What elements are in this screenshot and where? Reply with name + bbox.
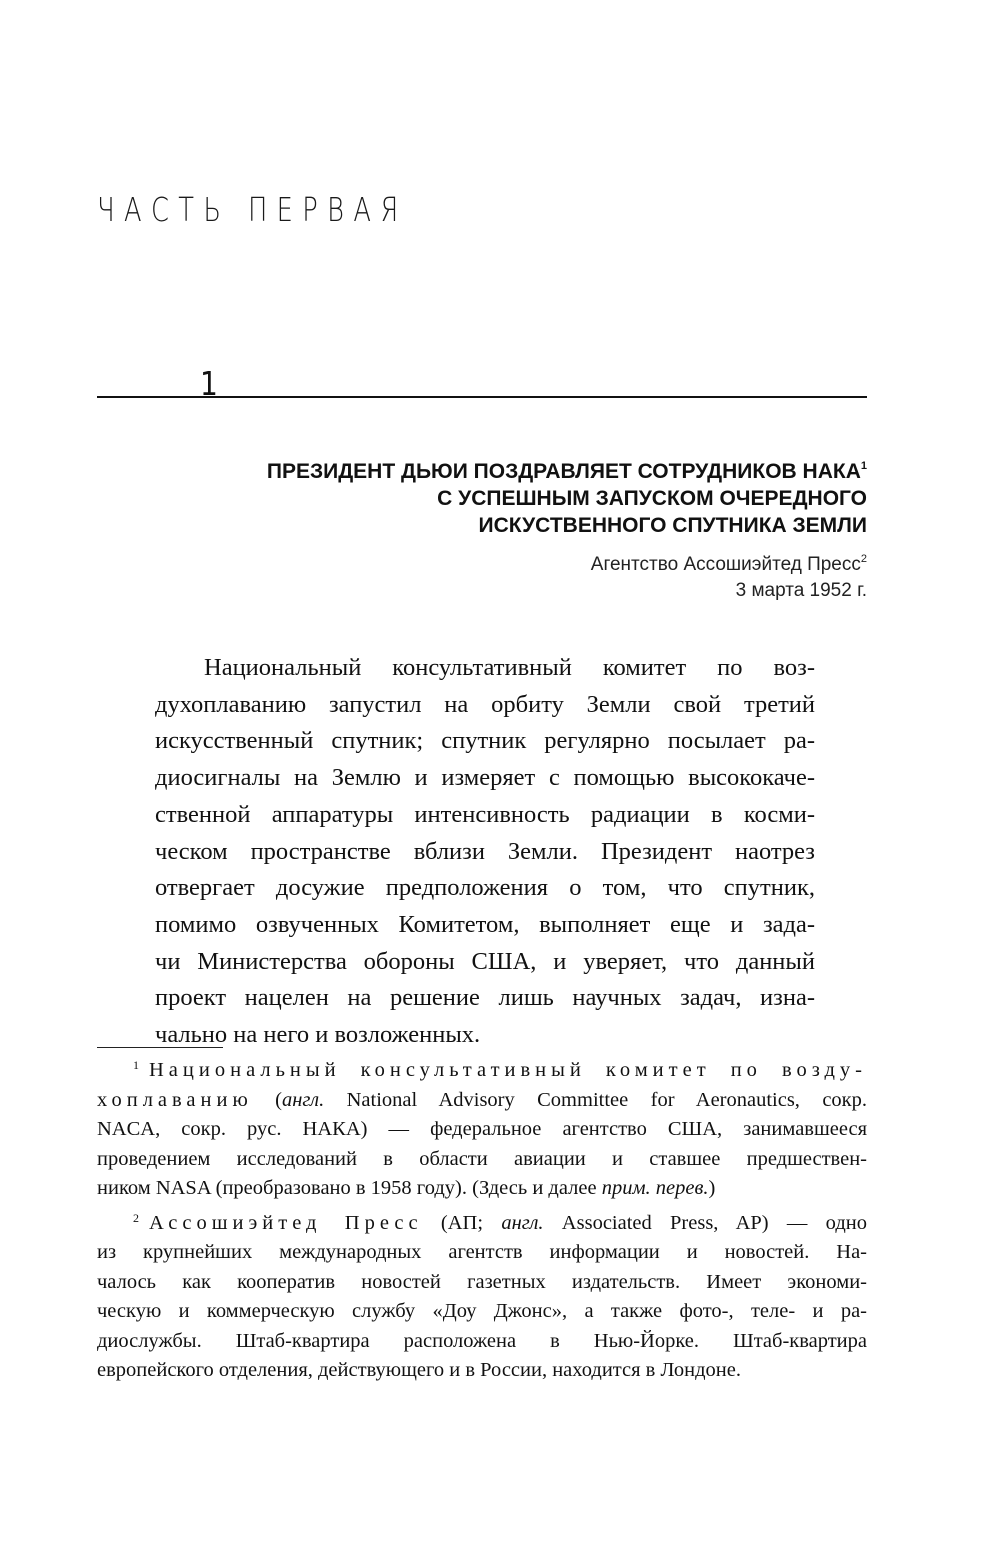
body-line: ческом пространстве вблизи Земли. Президент наотрез (155, 837, 815, 865)
footnote-separator (97, 1047, 223, 1048)
body-line: отвергает досужие предположения о том, что спутник, (155, 874, 815, 902)
footnote-1: $^1$ Национальный консультативный комитет по возду- хоплаванию (англ. National Advisory Committee for Aeronautics, сокр. NACA, сокр. рус. НАКА) — федеральное агентство США, занимавшееся проведением исследований в области авиации и ставшее предшествен- ником NASA (преобразовано в 1958 году). (Здесь и далее прим. перев.) (97, 1058, 867, 1199)
body-line: диосигналы на Землю и измеряет с помощью высококаче- (155, 764, 815, 792)
footnote-2: $^2$ Ассошиэйтед Пресс (АП; англ. Associated Press, AP) — одно из крупнейших международных агентств информации и новостей. На- чалось как кооператив новостей газетных издательств. Имеет экономи- ческую и коммерческую службу «Доу Джонс», а также фото-, теле- и ра- диослужбы. Штаб-квартира расположена в Нью-Йорке. Штаб-квартира европейского отделения, действующего и в России, находится в Лондоне. (97, 1210, 867, 1381)
body-line: проект нацелен на решение лишь научных задач, изна- (155, 984, 815, 1012)
headline-line-1: ПРЕЗИДЕНТ ДЬЮИ ПОЗДРАВЛЯЕТ СОТРУДНИКОВ НАКА$^1$ (266, 460, 867, 483)
headline-line-2: С УСПЕШНЫМ ЗАПУСКОМ ОЧЕРЕДНОГО (437, 487, 867, 510)
headline-line-3: ИСКУСТВЕННОГО СПУТНИКА ЗЕМЛИ (478, 514, 867, 537)
article-source (267, 552, 867, 604)
footnote-ref-2: 2 (860, 553, 867, 565)
body-line: чи Министерства обороны США, и уверяет, что данный (155, 947, 815, 975)
article-body (155, 650, 815, 1054)
body-line: искусственный спутник; спутник регулярно посылает ра- (155, 727, 815, 755)
body-line: ственной аппаратуры интенсивность радиации в косми- (155, 800, 815, 828)
body-line: чально на него и возложенных. (155, 1021, 481, 1049)
source-date: 3 марта 1952 г. (735, 580, 867, 601)
source-agency: Агентство Ассошиэйтед Пресс$^2$ (590, 553, 867, 575)
footnotes (97, 1056, 867, 1391)
part-title: ЧАСТЬ ПЕРВАЯ (97, 190, 408, 229)
chapter-number: 1 (200, 364, 218, 403)
footnote-mark: 1 (133, 1058, 139, 1072)
footnote-ref-1: 1 (860, 460, 867, 472)
body-line: Национальный консультативный комитет по воз- (204, 654, 815, 681)
body-line: помимо озвученных Комитетом, выполняет еще и зада- (155, 910, 815, 938)
footnote-mark: 2 (133, 1210, 139, 1225)
body-line: духоплаванию запустил на орбиту Земли свой третий (155, 690, 815, 718)
article-headline (167, 458, 867, 539)
